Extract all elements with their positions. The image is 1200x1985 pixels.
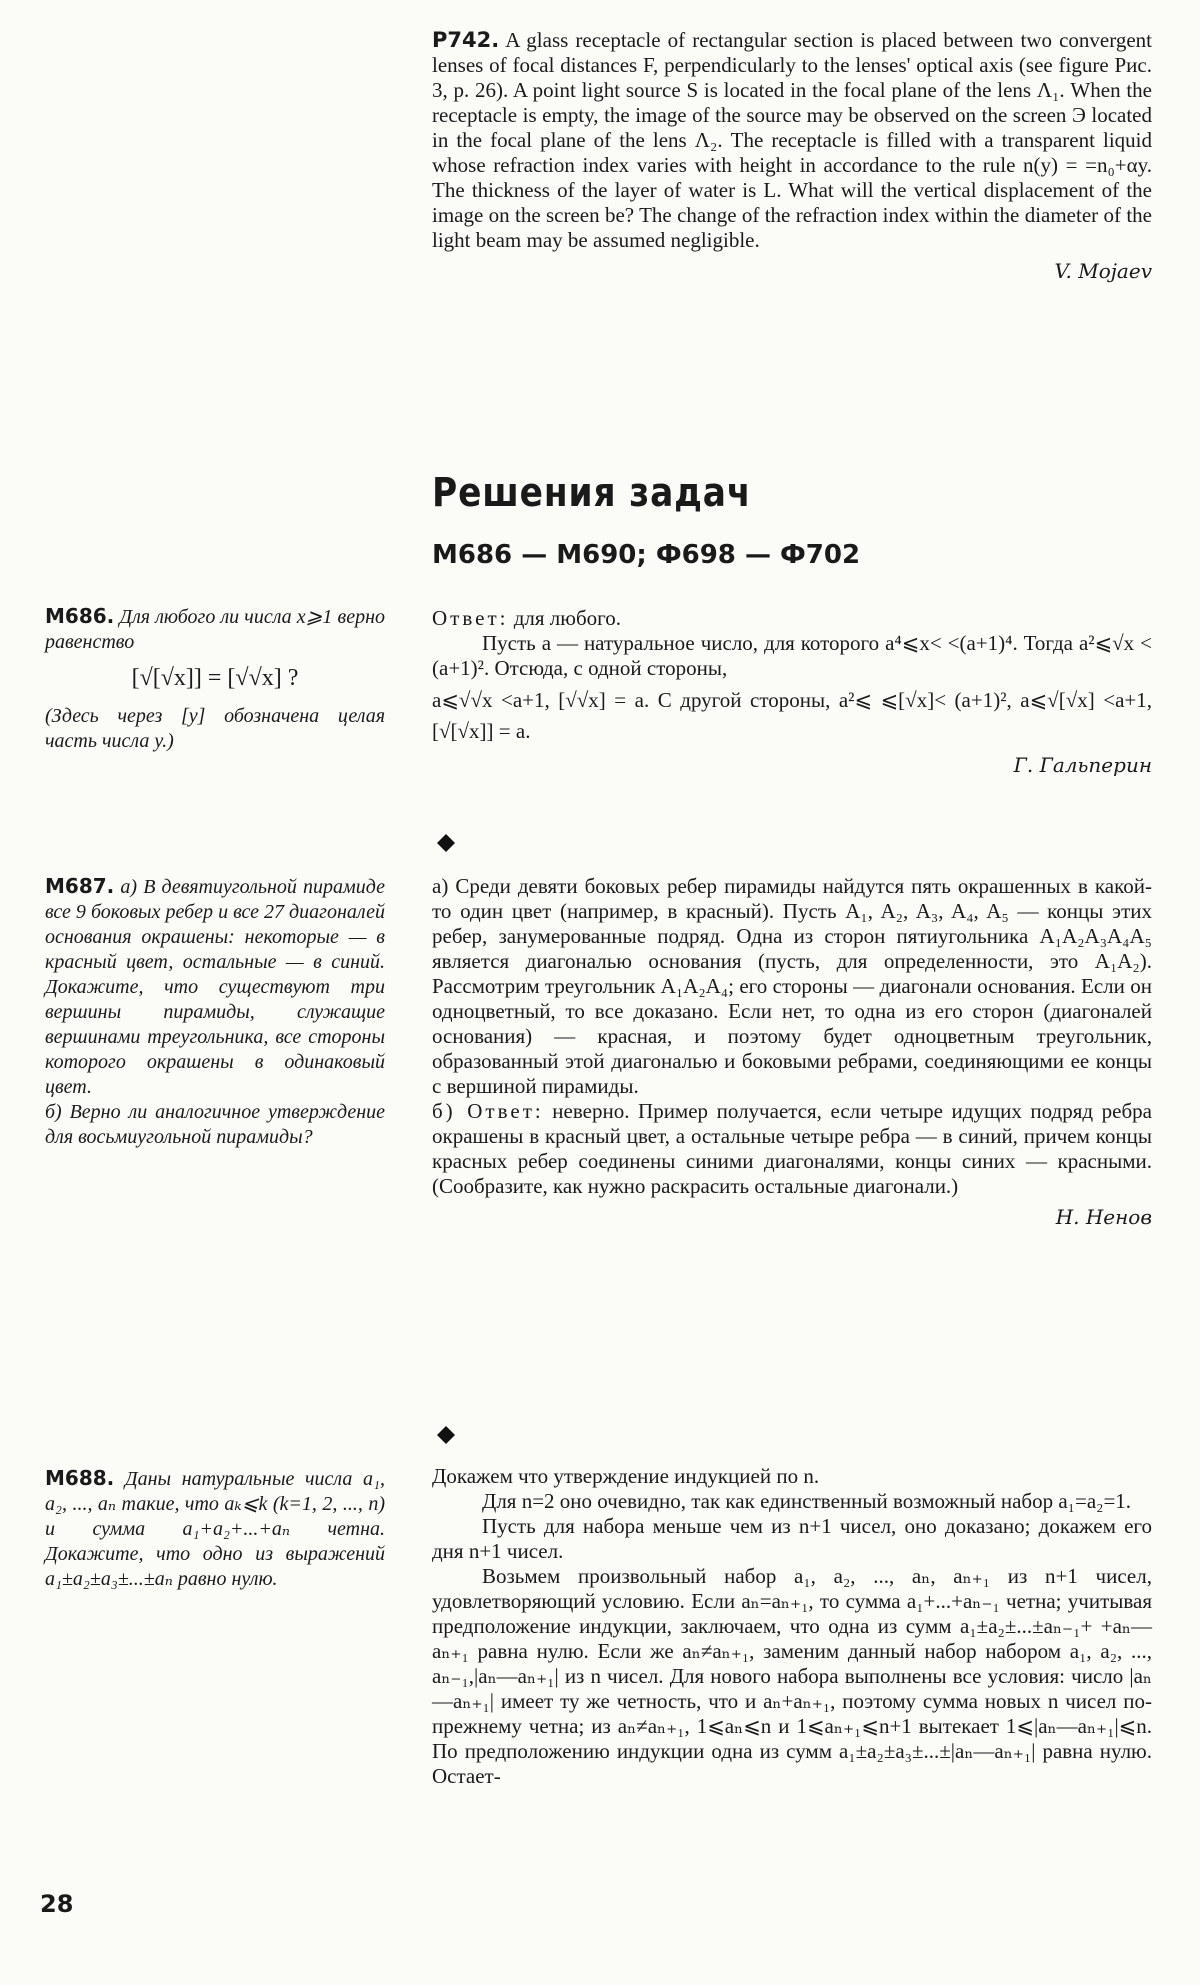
problem-p742: [432, 28, 1152, 283]
diamond-separator-icon: [436, 833, 456, 853]
solution-paragraph: Пусть для набора меньше чем из n+1 чисел, оно доказано; докажем его дня n+1 чисел.: [432, 1514, 1152, 1563]
problem-body: A glass receptacle of rectangular section is placed between two convergent lenses of focal distances F, perpendicularly to the lenses' optical axis (see figure Рис. 3, p. 26). A point light source S is located in the focal plane of the lens Λ₁. When the receptacle is empty, the image of the source may be observed on the screen Э located in the focal plane of the lens Λ₂. The receptacle is filled with a transparent liquid whose refraction index varies with height in accordance to the rule n(y) = =n₀+αy. The thickness of the layer of water is L. What will the vertical displacement of the image on the screen be? The change of the refraction index within the diameter of the light beam may be assumed negligible.: [432, 28, 1153, 252]
problem-m686: [45, 604, 385, 754]
page-number: 28: [40, 1890, 74, 1918]
solution-paragraph: Докажем что утверждение индукцией по n.: [432, 1464, 820, 1488]
problem-id: М687.: [45, 874, 115, 898]
section-subtitle: М686 — М690; Ф698 — Ф702: [432, 540, 861, 570]
author: V. Mojaev: [1054, 259, 1152, 283]
solution-m688: [432, 1464, 1152, 1789]
answer-label: Ответ:: [432, 606, 509, 630]
author: Н. Ненов: [1055, 1205, 1152, 1229]
solution-formula: a⩽√√x <a+1, [√√x] = a. С другой стороны, a²⩽ ⩽[√x]< (a+1)², a⩽√[√x] <a+1, [√[√x]] = a.: [432, 688, 1152, 743]
section-title: Решения задач: [432, 470, 752, 516]
problem-p742-text: [432, 28, 1152, 253]
solution-paragraph: Для n=2 оно очевидно, так как единственный возможный набор a₁=a₂=1.: [482, 1489, 1132, 1513]
problem-id: P742.: [432, 28, 500, 52]
problem-statement: Для любого ли числа x⩾1 верно равенство: [45, 606, 385, 653]
solution-m687: [432, 874, 1152, 1229]
problem-m688: [45, 1466, 385, 1592]
problem-id: М688.: [45, 1466, 115, 1490]
section-heading: [432, 470, 1152, 570]
problem-id: М686.: [45, 604, 115, 628]
problem-note: (Здесь через [y] обозначена целая часть числа y.): [45, 705, 385, 752]
problem-statement-b: б) Верно ли аналогичное утверждение для восьмиугольной пирамиды?: [45, 1101, 385, 1148]
problem-statement: а) В девятиугольной пирамиде все 9 боковых ребер и все 27 диагоналей основания окрашены: некоторые — в красный цвет, остальные — в синий. Докажите, что существуют три вершины пирамиды, служащие вершинами треугольника, все стороны которого окрашены в одинаковый цвет.: [45, 876, 386, 1098]
solution-m686: [432, 606, 1152, 777]
solution-paragraph: Возьмем произвольный набор a₁, a₂, ..., aₙ, aₙ₊₁ из n+1 чисел, удовлетворяющий условию. Если aₙ=aₙ₊₁, то сумма a₁+...+aₙ₋₁ четна; учитывая предположение индукции, заключаем, что одна из сумм a₁±a₂±...±aₙ₋₁+ +aₙ—aₙ₊₁ равна нулю. Если же aₙ≠aₙ₊₁, заменим данный набор набором a₁, a₂, ..., aₙ₋₁,|aₙ—aₙ₊₁| из n чисел. Для нового набора выполнены все условия: число |aₙ—aₙ₊₁| имеет ту же четность, что и aₙ+aₙ₊₁, поэтому сумма новых n чисел по-прежнему четна; из aₙ≠aₙ₊₁, 1⩽aₙ⩽n и 1⩽aₙ₊₁⩽n+1 вытекает 1⩽|aₙ—aₙ₊₁|⩽n. По предположению индукции одна из сумм a₁±a₂±a₃±...±|aₙ—aₙ₊₁| равна нулю. Остает-: [432, 1564, 1152, 1788]
solution-text: Пусть a — натуральное число, для которого a⁴⩽x< <(a+1)⁴. Тогда a²⩽√x < (a+1)². Отсюда, с одной стороны,: [432, 631, 1152, 680]
solution-text-b: неверно. Пример получается, если четыре идущих подряд ребра окрашены в красный цвет, а остальные четыре ребра — в синий, причем концы красных ребер соединены синими диагоналями, концы синих — красными. (Сообразите, как нужно раскрасить остальные диагонали.): [432, 1099, 1152, 1198]
problem-formula: [√[√x]] = [√√x] ?: [131, 665, 299, 691]
answer-label: б) Ответ:: [432, 1099, 544, 1123]
problem-statement: Даны натуральные числа a₁, a₂, ..., aₙ такие, что aₖ⩽k (k=1, 2, ..., n) и сумма a₁+a₂+...+aₙ четна. Докажите, что одно из выражений a₁±a₂±a₃±...±aₙ равно нулю.: [45, 1468, 385, 1590]
diamond-separator-icon: [436, 1425, 456, 1445]
solution-text-a: а) Среди девяти боковых ребер пирамиды найдутся пять окрашенных в какой-то один цвет (например, в красный). Пусть A₁, A₂, A₃, A₄, A₅ — концы этих ребер, занумерованные подряд. Одна из сторон пятиугольника A₁A₂A₃A₄A₅ является диагональю основания (пусть, для определенности, это A₁A₂). Рассмотрим треугольник A₁A₂A₄; его стороны — диагонали основания. Если он одноцветный, то все доказано. Если нет, то одна из его сторон (диагоналей основания) — красная, и поэтому будет одноцветным треугольник, образованный этой диагональю и боковыми ребрами, соединяющими ее концы с вершиной пирамиды.: [432, 874, 1152, 1098]
answer-text: для любого.: [513, 606, 621, 630]
problem-m687: [45, 874, 385, 1150]
author: Г. Гальперин: [1013, 753, 1152, 777]
